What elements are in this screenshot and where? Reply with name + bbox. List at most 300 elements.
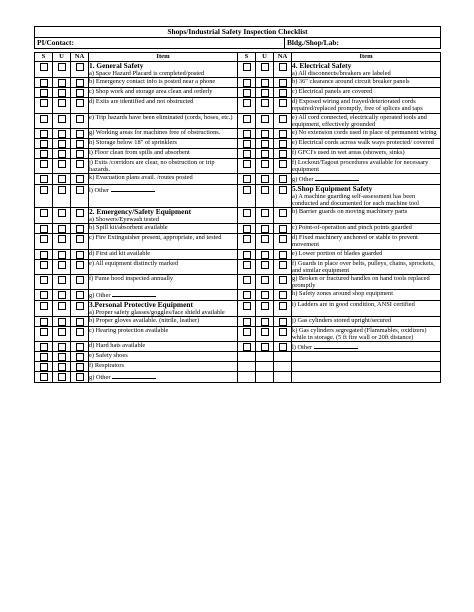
checkbox-u[interactable] bbox=[261, 89, 269, 97]
checkbox-u[interactable] bbox=[261, 235, 269, 243]
rating-cell-na bbox=[71, 362, 89, 372]
rating-cell-na bbox=[71, 62, 89, 78]
rating-cell-u bbox=[53, 149, 71, 159]
item-text: f) GFCI's used in wet areas (showers, sinks) bbox=[292, 149, 405, 157]
rating-cell-s bbox=[238, 98, 256, 113]
checkbox-u[interactable] bbox=[261, 343, 269, 351]
checkbox-na[interactable] bbox=[76, 160, 84, 168]
rating-cell-u bbox=[256, 290, 274, 300]
rating-cell-s bbox=[35, 184, 53, 207]
other-blank-line[interactable] bbox=[111, 185, 155, 192]
checkbox-s[interactable] bbox=[40, 79, 48, 87]
checkbox-u[interactable] bbox=[58, 328, 66, 336]
item-cell bbox=[292, 129, 441, 139]
checkbox-na[interactable] bbox=[279, 225, 287, 233]
checkbox-na[interactable] bbox=[279, 140, 287, 148]
checkbox-u[interactable] bbox=[261, 130, 269, 138]
checkbox-s[interactable] bbox=[40, 328, 48, 336]
rating-cell-na bbox=[274, 159, 292, 174]
rating-cell-s bbox=[238, 184, 256, 207]
checkbox-u[interactable] bbox=[261, 160, 269, 168]
rating-cell-u bbox=[256, 174, 274, 184]
pi-contact-field[interactable]: PI/Contact: bbox=[35, 38, 285, 49]
checkbox-s[interactable] bbox=[40, 63, 48, 71]
rating-cell-s bbox=[238, 342, 256, 352]
rating-cell-u bbox=[53, 362, 71, 372]
rating-cell-s bbox=[238, 326, 256, 341]
item-cell bbox=[292, 372, 441, 382]
other-blank-line[interactable] bbox=[112, 290, 156, 297]
rating-cell-u bbox=[256, 234, 274, 249]
checkbox-na[interactable] bbox=[279, 302, 287, 310]
rating-cell-na bbox=[274, 174, 292, 184]
checkbox-s[interactable] bbox=[243, 225, 251, 233]
rating-cell-na bbox=[71, 224, 89, 234]
item-text: h) Storage below 18" of sprinklers bbox=[89, 139, 177, 147]
rating-cell-s bbox=[238, 149, 256, 159]
checkbox-na[interactable] bbox=[279, 115, 287, 123]
item-cell bbox=[292, 300, 441, 316]
rating-cell-s bbox=[35, 352, 53, 362]
checkbox-u[interactable] bbox=[261, 225, 269, 233]
checkbox-s[interactable] bbox=[40, 343, 48, 351]
rating-cell-na bbox=[274, 290, 292, 300]
checkbox-na[interactable] bbox=[76, 276, 84, 284]
rating-cell-s bbox=[238, 113, 256, 128]
item-cell bbox=[292, 159, 441, 174]
checkbox-u[interactable] bbox=[58, 261, 66, 269]
item-text: h) Safety zones around shop equipment bbox=[292, 290, 393, 298]
checklist-grid bbox=[34, 52, 441, 383]
table-row bbox=[35, 113, 441, 128]
checkbox-s[interactable] bbox=[243, 175, 251, 183]
checkbox-u[interactable] bbox=[58, 130, 66, 138]
checkbox-na[interactable] bbox=[76, 79, 84, 87]
checkbox-na[interactable] bbox=[76, 130, 84, 138]
rating-cell-na bbox=[71, 352, 89, 362]
checkbox-u[interactable] bbox=[58, 79, 66, 87]
checkbox-s[interactable] bbox=[243, 160, 251, 168]
item-text: g) Working areas for machines free of obstructions. bbox=[89, 129, 221, 137]
item-cell bbox=[292, 224, 441, 234]
other-blank-line[interactable] bbox=[314, 342, 358, 349]
checkbox-na[interactable] bbox=[76, 261, 84, 269]
item-text: e) All cord connected, electrically operated tools and equipment, effectively grounded bbox=[292, 113, 427, 128]
rating-cell-u bbox=[256, 149, 274, 159]
rating-cell-s bbox=[35, 342, 53, 352]
rating-cell-u bbox=[53, 275, 71, 290]
rating-cell-s bbox=[238, 224, 256, 234]
checkbox-u[interactable] bbox=[58, 99, 66, 107]
checkbox-na[interactable] bbox=[279, 99, 287, 107]
rating-cell-na bbox=[274, 275, 292, 290]
checkbox-na[interactable] bbox=[76, 140, 84, 148]
rating-cell-u bbox=[53, 259, 71, 274]
checkbox-s[interactable] bbox=[243, 318, 251, 326]
checkbox-s[interactable] bbox=[40, 89, 48, 97]
rating-cell-u bbox=[256, 275, 274, 290]
col-header-s: S bbox=[35, 53, 53, 62]
rating-cell-u bbox=[256, 372, 274, 382]
checkbox-na[interactable] bbox=[279, 175, 287, 183]
checkbox-s[interactable] bbox=[40, 318, 48, 326]
checkbox-na[interactable] bbox=[279, 79, 287, 87]
rating-cell-u bbox=[256, 342, 274, 352]
checkbox-s[interactable] bbox=[40, 261, 48, 269]
item-text: l) Other bbox=[292, 344, 313, 352]
checkbox-na[interactable] bbox=[279, 291, 287, 299]
checkbox-na[interactable] bbox=[279, 89, 287, 97]
checkbox-na[interactable] bbox=[279, 328, 287, 336]
rating-cell-s bbox=[35, 139, 53, 149]
checkbox-s[interactable] bbox=[40, 115, 48, 123]
checkbox-s[interactable] bbox=[243, 251, 251, 259]
checkbox-s[interactable] bbox=[40, 373, 48, 381]
checkbox-na[interactable] bbox=[76, 353, 84, 361]
checkbox-u[interactable] bbox=[261, 175, 269, 183]
rating-cell-na bbox=[274, 62, 292, 78]
rating-cell-u bbox=[53, 113, 71, 128]
item-cell bbox=[89, 372, 238, 382]
rating-cell-na bbox=[71, 249, 89, 259]
checkbox-u[interactable] bbox=[58, 353, 66, 361]
rating-cell-na bbox=[274, 362, 292, 372]
rating-cell-s bbox=[238, 316, 256, 326]
checkbox-u[interactable] bbox=[58, 186, 66, 194]
item-cell bbox=[89, 275, 238, 290]
rating-cell-s bbox=[238, 208, 256, 224]
checkbox-s[interactable] bbox=[243, 343, 251, 351]
checkbox-u[interactable] bbox=[261, 318, 269, 326]
rating-cell-s bbox=[35, 129, 53, 139]
item-cell bbox=[292, 184, 441, 207]
checkbox-s[interactable] bbox=[243, 140, 251, 148]
bldg-shop-lab-field[interactable]: Bldg./Shop/Lab: bbox=[285, 38, 441, 49]
checkbox-u[interactable] bbox=[261, 99, 269, 107]
item-cell bbox=[89, 249, 238, 259]
item-cell bbox=[89, 316, 238, 326]
checkbox-u[interactable] bbox=[58, 225, 66, 233]
checkbox-s[interactable] bbox=[40, 291, 48, 299]
rating-cell-s bbox=[238, 234, 256, 249]
checkbox-na[interactable] bbox=[279, 130, 287, 138]
item-text: d) Fixed machinery anchored or stable to prevent movement bbox=[292, 234, 418, 249]
item-cell bbox=[89, 259, 238, 274]
item-cell bbox=[89, 78, 238, 88]
checkbox-u[interactable] bbox=[58, 276, 66, 284]
checkbox-na[interactable] bbox=[279, 251, 287, 259]
rating-cell-na bbox=[274, 208, 292, 224]
checkbox-u[interactable] bbox=[261, 261, 269, 269]
rating-cell-u bbox=[53, 139, 71, 149]
item-text: c) Electrical panels are covered bbox=[292, 88, 373, 96]
checkbox-s[interactable] bbox=[243, 89, 251, 97]
item-cell bbox=[89, 159, 238, 174]
checkbox-u[interactable] bbox=[58, 115, 66, 123]
item-cell bbox=[292, 78, 441, 88]
checkbox-u[interactable] bbox=[58, 302, 66, 310]
item-cell bbox=[292, 316, 441, 326]
checkbox-s[interactable] bbox=[40, 150, 48, 158]
checkbox-s[interactable] bbox=[243, 186, 251, 194]
checkbox-na[interactable] bbox=[76, 302, 84, 310]
rating-cell-na bbox=[71, 78, 89, 88]
checkbox-s[interactable] bbox=[243, 276, 251, 284]
checkbox-s[interactable] bbox=[40, 363, 48, 371]
checkbox-s[interactable] bbox=[40, 235, 48, 243]
item-text: g) Other bbox=[89, 292, 111, 300]
checkbox-na[interactable] bbox=[76, 373, 84, 381]
table-row bbox=[35, 249, 441, 259]
checkbox-u[interactable] bbox=[58, 175, 66, 183]
checkbox-na[interactable] bbox=[76, 291, 84, 299]
checkbox-s[interactable] bbox=[243, 99, 251, 107]
rating-cell-na bbox=[71, 300, 89, 316]
table-row bbox=[35, 139, 441, 149]
checkbox-s[interactable] bbox=[243, 150, 251, 158]
checkbox-u[interactable] bbox=[58, 140, 66, 148]
checkbox-u[interactable] bbox=[58, 343, 66, 351]
item-text: g) Other bbox=[89, 374, 111, 382]
checkbox-na[interactable] bbox=[76, 318, 84, 326]
checkbox-u[interactable] bbox=[58, 160, 66, 168]
checkbox-s[interactable] bbox=[40, 175, 48, 183]
rating-cell-u bbox=[53, 174, 71, 184]
rating-cell-u bbox=[256, 129, 274, 139]
other-blank-line[interactable] bbox=[315, 174, 359, 181]
rating-cell-u bbox=[256, 113, 274, 128]
checkbox-u[interactable] bbox=[261, 209, 269, 217]
checkbox-s[interactable] bbox=[243, 130, 251, 138]
checkbox-na[interactable] bbox=[279, 186, 287, 194]
checkbox-s[interactable] bbox=[40, 99, 48, 107]
rating-cell-na bbox=[71, 139, 89, 149]
checkbox-s[interactable] bbox=[243, 63, 251, 71]
item-cell bbox=[89, 62, 238, 78]
item-text: c) Fire Extinguisher present, appropriate, and tested bbox=[89, 234, 222, 242]
checkbox-s[interactable] bbox=[40, 160, 48, 168]
checkbox-s[interactable] bbox=[243, 261, 251, 269]
item-cell bbox=[292, 149, 441, 159]
checkbox-na[interactable] bbox=[76, 328, 84, 336]
checkbox-s[interactable] bbox=[243, 209, 251, 217]
col-header-s: S bbox=[238, 53, 256, 62]
rating-cell-s bbox=[35, 208, 53, 224]
checkbox-u[interactable] bbox=[58, 318, 66, 326]
rating-cell-na bbox=[71, 372, 89, 382]
rating-cell-s bbox=[238, 62, 256, 78]
rating-cell-s bbox=[35, 159, 53, 174]
checkbox-u[interactable] bbox=[58, 209, 66, 217]
checkbox-u[interactable] bbox=[261, 251, 269, 259]
checkbox-u[interactable] bbox=[261, 115, 269, 123]
rating-cell-s bbox=[35, 259, 53, 274]
rating-cell-na bbox=[71, 88, 89, 98]
table-row bbox=[35, 62, 441, 78]
checkbox-na[interactable] bbox=[76, 251, 84, 259]
rating-cell-na bbox=[274, 224, 292, 234]
rating-cell-s bbox=[35, 300, 53, 316]
table-row bbox=[35, 174, 441, 184]
checkbox-s[interactable] bbox=[243, 302, 251, 310]
rating-cell-na bbox=[71, 159, 89, 174]
other-blank-line[interactable] bbox=[112, 372, 156, 379]
checkbox-u[interactable] bbox=[261, 79, 269, 87]
rating-cell-s bbox=[35, 88, 53, 98]
table-row bbox=[35, 352, 441, 362]
item-cell bbox=[89, 208, 238, 224]
checkbox-na[interactable] bbox=[279, 318, 287, 326]
item-text: f) Lockout/Tagout procedures available for necessary equipment bbox=[292, 159, 429, 174]
checkbox-na[interactable] bbox=[279, 150, 287, 158]
checkbox-u[interactable] bbox=[261, 186, 269, 194]
rating-cell-na bbox=[71, 259, 89, 274]
checkbox-na[interactable] bbox=[76, 150, 84, 158]
rating-cell-s bbox=[35, 174, 53, 184]
rating-cell-u bbox=[256, 259, 274, 274]
item-text: f) Respirators bbox=[89, 362, 124, 370]
checkbox-na[interactable] bbox=[76, 225, 84, 233]
rating-cell-na bbox=[274, 234, 292, 249]
rating-cell-s bbox=[238, 88, 256, 98]
checkbox-s[interactable] bbox=[40, 276, 48, 284]
checkbox-u[interactable] bbox=[58, 235, 66, 243]
rating-cell-na bbox=[274, 326, 292, 341]
header-table bbox=[34, 26, 441, 49]
checkbox-u[interactable] bbox=[261, 302, 269, 310]
rating-cell-u bbox=[53, 316, 71, 326]
checkbox-u[interactable] bbox=[261, 63, 269, 71]
checkbox-na[interactable] bbox=[279, 343, 287, 351]
checkbox-s[interactable] bbox=[40, 140, 48, 148]
item-text: a) All disconnects/breakers are labeled bbox=[292, 70, 391, 77]
checkbox-na[interactable] bbox=[76, 89, 84, 97]
rating-cell-na bbox=[274, 98, 292, 113]
checkbox-s[interactable] bbox=[243, 115, 251, 123]
rating-cell-s bbox=[238, 174, 256, 184]
checkbox-na[interactable] bbox=[76, 175, 84, 183]
rating-cell-na bbox=[274, 352, 292, 362]
checkbox-u[interactable] bbox=[58, 373, 66, 381]
rating-cell-na bbox=[71, 149, 89, 159]
rating-cell-na bbox=[71, 290, 89, 300]
rating-cell-s bbox=[35, 224, 53, 234]
item-text: c) Shop work and storage area clean and orderly bbox=[89, 88, 213, 96]
checkbox-u[interactable] bbox=[58, 89, 66, 97]
checkbox-na[interactable] bbox=[279, 63, 287, 71]
checkbox-u[interactable] bbox=[58, 63, 66, 71]
table-row bbox=[35, 78, 441, 88]
item-text: b) Spill kit/absorbent available bbox=[89, 224, 168, 232]
rating-cell-s bbox=[238, 249, 256, 259]
item-text: g) Other bbox=[292, 176, 314, 184]
checkbox-u[interactable] bbox=[58, 363, 66, 371]
rating-cell-s bbox=[238, 300, 256, 316]
rating-cell-u bbox=[256, 184, 274, 207]
item-text: e) Safety shoes bbox=[89, 352, 128, 360]
checkbox-s[interactable] bbox=[243, 328, 251, 336]
checkbox-na[interactable] bbox=[76, 63, 84, 71]
checkbox-s[interactable] bbox=[40, 130, 48, 138]
checkbox-na[interactable] bbox=[279, 209, 287, 217]
rating-cell-u bbox=[256, 352, 274, 362]
checkbox-na[interactable] bbox=[76, 115, 84, 123]
checkbox-s[interactable] bbox=[243, 79, 251, 87]
rating-cell-u bbox=[53, 342, 71, 352]
rating-cell-na bbox=[274, 139, 292, 149]
item-cell bbox=[292, 362, 441, 372]
checkbox-na[interactable] bbox=[279, 235, 287, 243]
section-heading: 3.Personal Protective Equipment bbox=[89, 299, 193, 309]
rating-cell-na bbox=[274, 113, 292, 128]
checkbox-u[interactable] bbox=[261, 291, 269, 299]
rating-cell-na bbox=[274, 316, 292, 326]
checkbox-u[interactable] bbox=[58, 291, 66, 299]
checklist-rows bbox=[35, 62, 441, 383]
checkbox-na[interactable] bbox=[76, 363, 84, 371]
rating-cell-u bbox=[53, 129, 71, 139]
item-text: e) All equipment distinctly marked bbox=[89, 259, 179, 267]
checkbox-s[interactable] bbox=[40, 302, 48, 310]
rating-cell-u bbox=[256, 249, 274, 259]
rating-cell-na bbox=[274, 149, 292, 159]
checkbox-u[interactable] bbox=[261, 276, 269, 284]
checkbox-na[interactable] bbox=[76, 235, 84, 243]
checkbox-s[interactable] bbox=[243, 291, 251, 299]
item-text: k) Gas cylinders segregated (Flammables, oxidizers) while in storage. (5 ft fire wall or 20ft distance) bbox=[292, 326, 427, 342]
item-cell bbox=[292, 259, 441, 274]
table-row bbox=[35, 362, 441, 372]
rating-cell-na bbox=[71, 208, 89, 224]
checkbox-u[interactable] bbox=[261, 140, 269, 148]
checkbox-na[interactable] bbox=[76, 99, 84, 107]
checkbox-na[interactable] bbox=[279, 276, 287, 284]
item-cell bbox=[89, 290, 238, 300]
item-cell bbox=[89, 129, 238, 139]
rating-cell-s bbox=[35, 249, 53, 259]
rating-cell-s bbox=[35, 62, 53, 78]
rating-cell-u bbox=[53, 184, 71, 207]
item-cell bbox=[89, 149, 238, 159]
rating-cell-s bbox=[238, 129, 256, 139]
checkbox-s[interactable] bbox=[40, 353, 48, 361]
checkbox-u[interactable] bbox=[261, 150, 269, 158]
checkbox-s[interactable] bbox=[40, 186, 48, 194]
checkbox-na[interactable] bbox=[76, 209, 84, 217]
checkbox-s[interactable] bbox=[40, 225, 48, 233]
rating-cell-s bbox=[35, 362, 53, 372]
rating-cell-s bbox=[35, 149, 53, 159]
item-cell bbox=[89, 184, 238, 207]
section-heading: 1. General Safety bbox=[89, 61, 144, 70]
checkbox-na[interactable] bbox=[76, 186, 84, 194]
checkbox-u[interactable] bbox=[58, 251, 66, 259]
item-cell bbox=[292, 62, 441, 78]
checkbox-u[interactable] bbox=[58, 150, 66, 158]
checkbox-na[interactable] bbox=[76, 343, 84, 351]
table-row bbox=[35, 326, 441, 341]
checkbox-s[interactable] bbox=[243, 235, 251, 243]
item-text: d) Hard hats available bbox=[89, 342, 146, 350]
rating-cell-s bbox=[35, 98, 53, 113]
checkbox-u[interactable] bbox=[261, 328, 269, 336]
rating-cell-na bbox=[274, 300, 292, 316]
checkbox-na[interactable] bbox=[279, 261, 287, 269]
table-row bbox=[35, 129, 441, 139]
checkbox-s[interactable] bbox=[40, 209, 48, 217]
checkbox-s[interactable] bbox=[40, 251, 48, 259]
checkbox-na[interactable] bbox=[279, 160, 287, 168]
